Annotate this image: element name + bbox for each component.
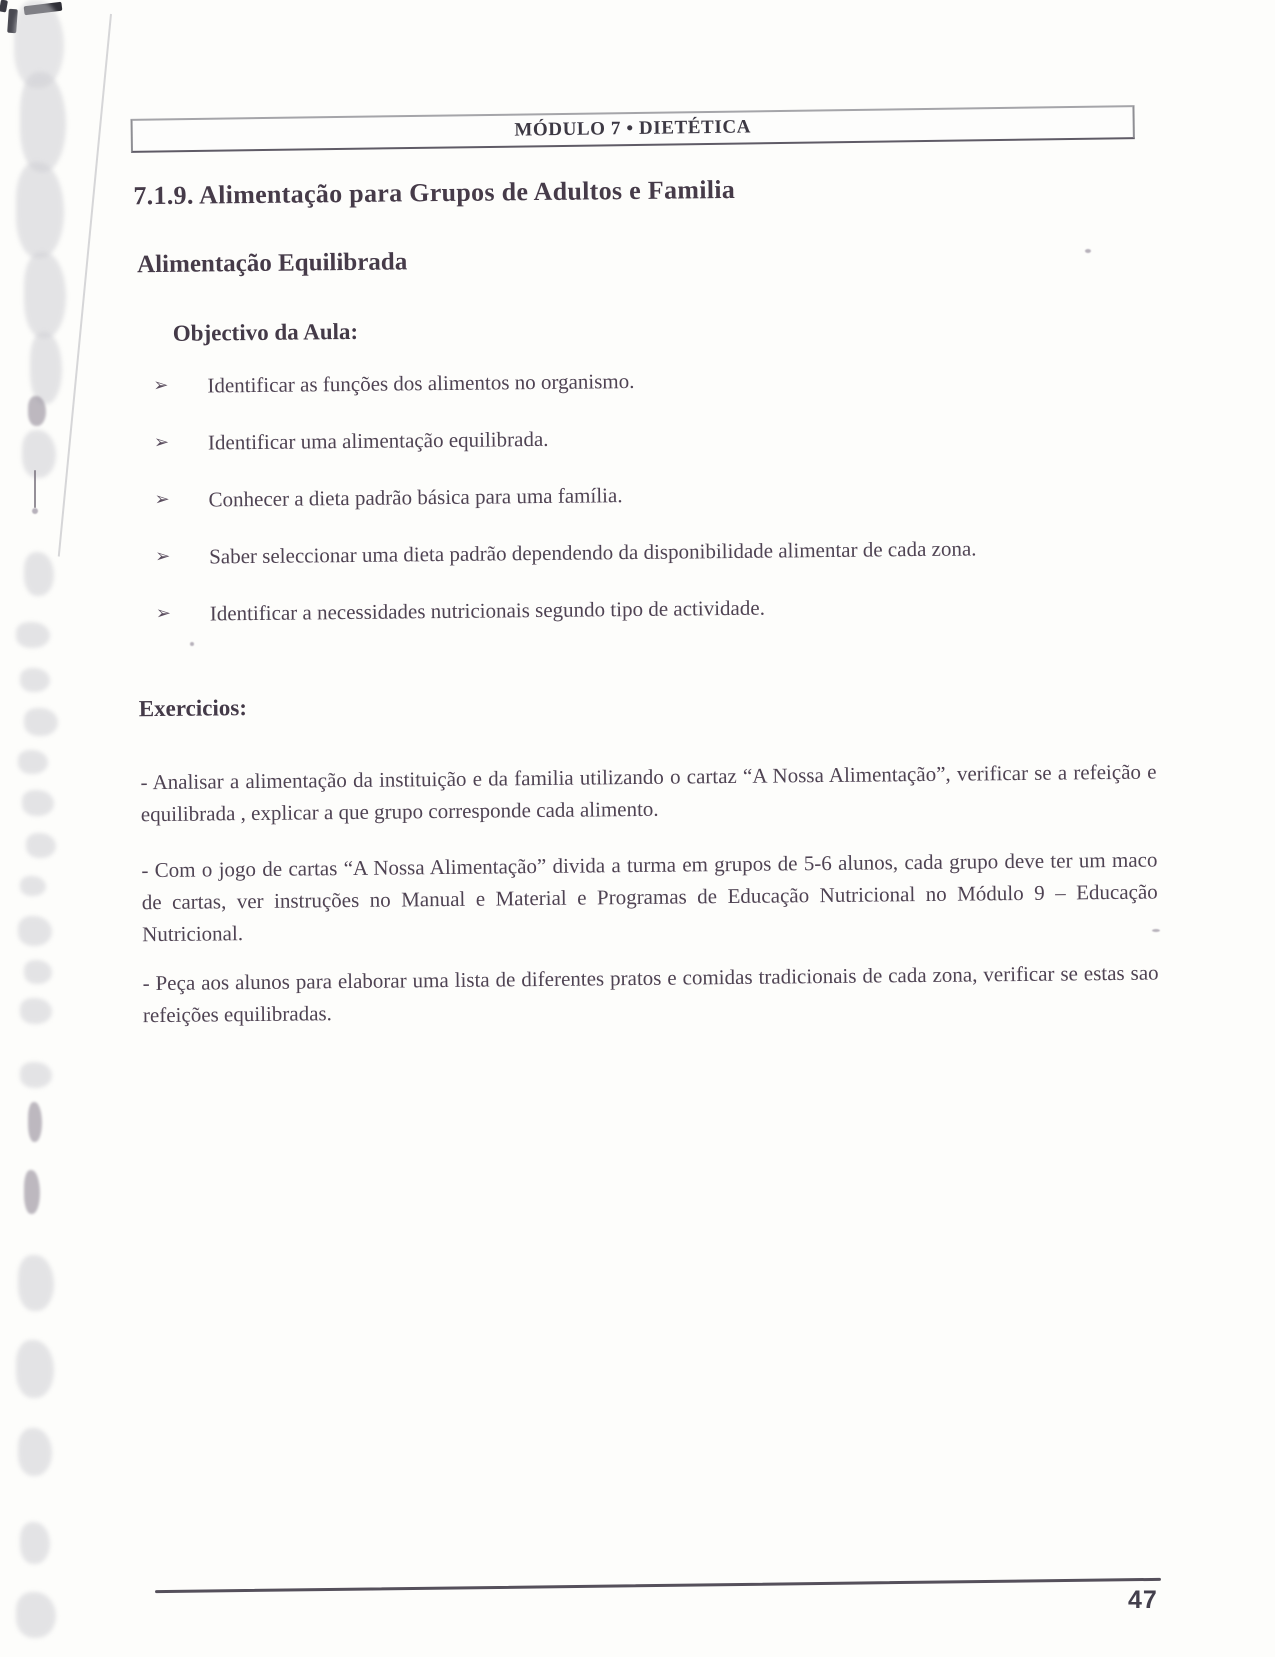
module-header-title: MÓDULO 7 • DIETÉTICA <box>514 116 752 141</box>
objective-text: Identificar uma alimentação equilibrada. <box>207 426 549 455</box>
list-item <box>154 418 1154 458</box>
arrow-bullet-icon: ➢ <box>153 374 169 397</box>
exercise-paragraph: - Analisar a alimentação da instituição e da familia utilizando o cartaz “A Nossa Alimentação”, verificar se a refeição e equilibrada , explicar a que grupo corresponde cada alimento. <box>140 759 1157 827</box>
page-number: 47 <box>1128 1586 1158 1614</box>
exercise-paragraph: - Com o jogo de cartas “A Nossa Alimentação” divida a turma em grupos de 5-6 alunos, cada grupo deve ter um maco de cartas, ver instruções no Manual e Material e Programas de Educação Nutricional no Módulo 9 – Educação Nutricional. <box>141 847 1158 947</box>
arrow-bullet-icon: ➢ <box>155 545 171 568</box>
arrow-bullet-icon: ➢ <box>154 488 170 511</box>
list-item <box>155 532 1155 572</box>
module-header-box <box>131 105 1135 153</box>
section-heading: 7.1.9. Alimentação para Grupos de Adultos e Familia <box>133 174 736 211</box>
objective-text: Saber seleccionar uma dieta padrão dependendo da disponibilidade alimentar de cada zona. <box>209 536 977 569</box>
exercises-heading: Exercicios: <box>138 695 248 722</box>
exercise-paragraph: - Peça aos alunos para elaborar uma lista de diferentes pratos e comidas tradicionais de cada zona, verificar se estas sao refeições equilibradas. <box>142 960 1159 1028</box>
objective-text: Conhecer a dieta padrão básica para uma família. <box>208 483 623 512</box>
objective-text: Identificar a necessidades nutricionais segundo tipo de actividade. <box>209 595 765 626</box>
subsection-heading: Alimentação Equilibrada <box>136 248 408 279</box>
objectives-list <box>153 361 1156 656</box>
list-item <box>154 475 1154 515</box>
objective-text: Identificar as funções dos alimentos no organismo. <box>207 369 635 398</box>
arrow-bullet-icon: ➢ <box>153 431 170 454</box>
objectives-heading: Objectivo da Aula: <box>172 318 359 346</box>
list-item <box>153 361 1153 401</box>
list-item <box>156 589 1156 629</box>
arrow-bullet-icon: ➢ <box>155 602 171 625</box>
